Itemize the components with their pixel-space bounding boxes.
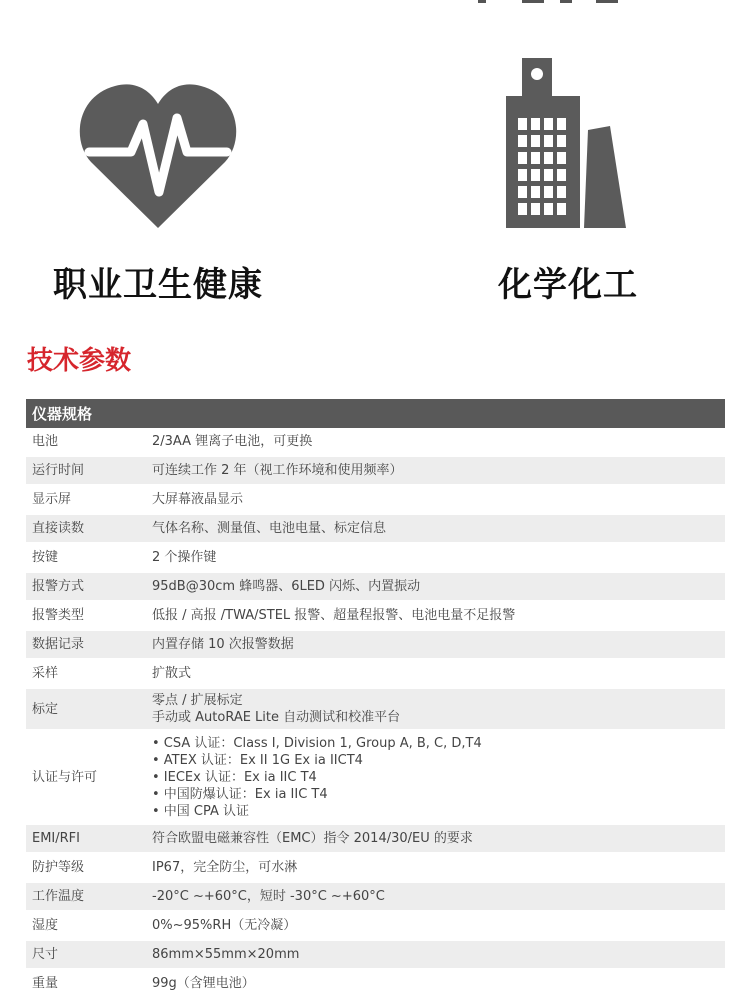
spec-value-line: 大屏幕液晶显示 — [152, 492, 244, 507]
spec-key: 采样 — [26, 659, 148, 688]
table-header: 仪器规格 — [26, 399, 725, 428]
spec-value-line: 手动或 AutoRAE Lite 自动测试和校准平台 — [152, 710, 401, 725]
table-row — [26, 456, 725, 485]
spec-value-line: 低报 / 高报 /TWA/STEL 报警、超量程报警、电池电量不足报警 — [152, 608, 516, 623]
table-row — [26, 601, 725, 630]
table-row — [26, 485, 725, 514]
spec-value-line: • 中国防爆认证：Ex ia IIC T4 — [152, 786, 328, 802]
section-title: 技术参数 — [27, 346, 132, 376]
table-row — [26, 688, 725, 730]
spec-value-line: 99g（含锂电池） — [152, 976, 255, 991]
spec-key: 直接读数 — [26, 514, 148, 543]
spec-key: EMI/RFI — [26, 824, 148, 853]
table-row — [26, 630, 725, 659]
spec-value — [148, 601, 725, 630]
table-row — [26, 659, 725, 688]
application-title: 职业卫生健康 — [53, 265, 263, 305]
spec-value — [148, 940, 725, 969]
spec-value-line: 95dB@30cm 蜂鸣器、6LED 闪烁、内置振动 — [152, 579, 421, 594]
spec-value — [148, 824, 725, 853]
spec-value-line: 气体名称、测量值、电池电量、标定信息 — [152, 521, 387, 536]
spec-value — [148, 688, 725, 730]
spec-value — [148, 730, 725, 824]
spec-key: 湿度 — [26, 911, 148, 940]
spec-value — [148, 543, 725, 572]
spec-value — [148, 514, 725, 543]
spec-value — [148, 882, 725, 911]
spec-value — [148, 911, 725, 940]
spec-key: 按键 — [26, 543, 148, 572]
spec-value — [148, 456, 725, 485]
application-chemical — [448, 0, 688, 305]
spec-key: 运行时间 — [26, 456, 148, 485]
spec-value-line: 0%~95%RH（无冷凝） — [152, 918, 297, 933]
heart-pulse-icon — [79, 82, 237, 228]
spec-key: 电池 — [26, 428, 148, 456]
spec-value — [148, 659, 725, 688]
spec-value-line: 86mm×55mm×20mm — [152, 947, 300, 962]
spec-key: 工作温度 — [26, 882, 148, 911]
spec-value — [148, 630, 725, 659]
spec-key: 报警类型 — [26, 601, 148, 630]
spec-key: 数据记录 — [26, 630, 148, 659]
table-row — [26, 853, 725, 882]
spec-value — [148, 572, 725, 601]
table-row — [26, 824, 725, 853]
application-title: 化学化工 — [498, 265, 638, 305]
spec-value-line: -20°C ~+60°C，短时 -30°C ~+60°C — [152, 889, 385, 904]
table-row — [26, 911, 725, 940]
spec-key: 报警方式 — [26, 572, 148, 601]
spec-value-line: 扩散式 — [152, 666, 192, 681]
spec-value-line: • CSA 认证：Class I, Division 1, Group A, B, C, D,T4 — [152, 735, 482, 751]
spec-value-line: 2/3AA 锂离子电池，可更换 — [152, 434, 313, 449]
table-row — [26, 730, 725, 824]
spec-value — [148, 853, 725, 882]
spec-value-line: 可连续工作 2 年（视工作环境和使用频率） — [152, 463, 403, 478]
spec-value-line: • ATEX 认证：Ex II 1G Ex ia IICT4 — [152, 752, 363, 768]
spec-value-line: IP67，完全防尘，可水淋 — [152, 860, 298, 875]
spec-value-line: 2 个操作键 — [152, 550, 217, 565]
table-row — [26, 882, 725, 911]
spec-value — [148, 969, 725, 998]
spec-value-line: • 中国 CPA 认证 — [152, 803, 250, 819]
spec-value-line: • IECEx 认证：Ex ia IIC T4 — [152, 769, 317, 785]
table-row — [26, 543, 725, 572]
spec-key: 防护等级 — [26, 853, 148, 882]
spec-key: 认证与许可 — [26, 730, 148, 824]
spec-value — [148, 485, 725, 514]
table-row — [26, 514, 725, 543]
table-row — [26, 940, 725, 969]
factory-icon — [506, 58, 630, 228]
spec-key: 显示屏 — [26, 485, 148, 514]
spec-key: 重量 — [26, 969, 148, 998]
table-row — [26, 428, 725, 456]
spec-key: 标定 — [26, 688, 148, 730]
spec-table-body — [26, 428, 725, 998]
table-row — [26, 969, 725, 998]
spec-value-line: 符合欧盟电磁兼容性（EMC）指令 2014/30/EU 的要求 — [152, 831, 473, 846]
application-health — [30, 0, 286, 305]
spec-table — [26, 399, 725, 999]
table-row — [26, 572, 725, 601]
spec-value-line: 内置存储 10 次报警数据 — [152, 637, 294, 652]
spec-value-line: 零点 / 扩展标定 — [152, 693, 243, 708]
spec-value — [148, 428, 725, 456]
spec-key: 尺寸 — [26, 940, 148, 969]
